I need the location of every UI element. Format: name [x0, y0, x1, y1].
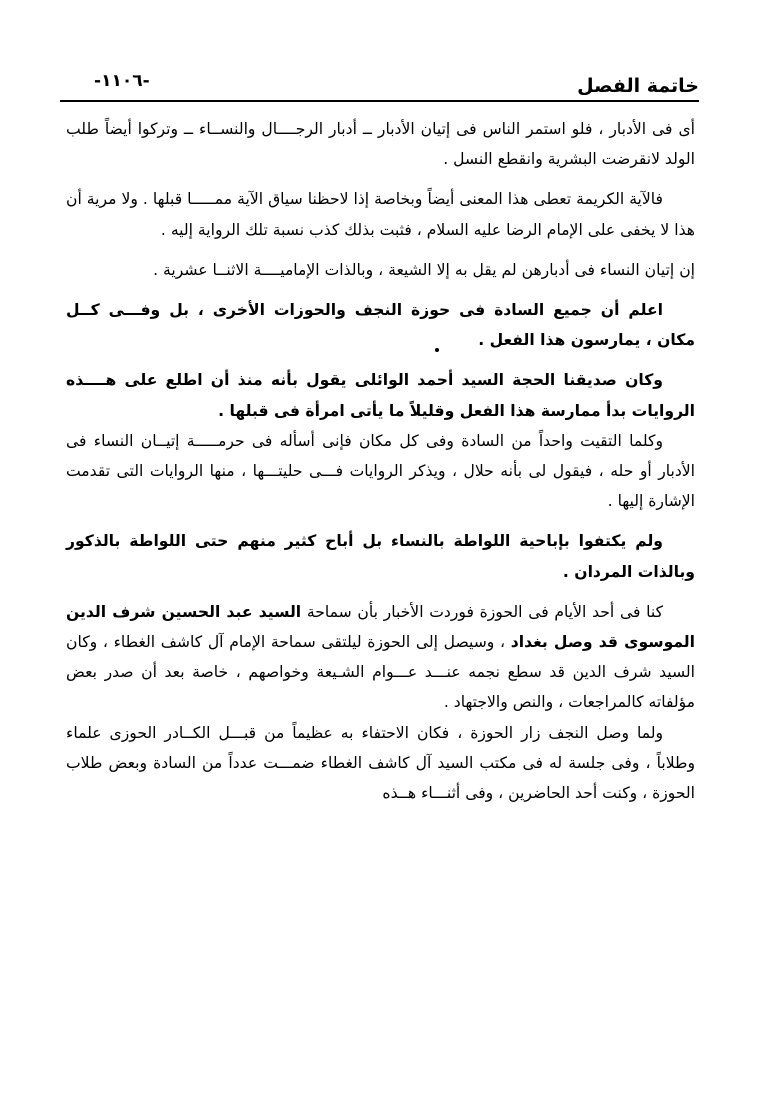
emphasized-text: السيد عبد الحسين شرف الدين الموسوى قد وصل بغداد: [66, 602, 695, 652]
paragraph: إن إتيان النساء فى أدبارهن لم يقل به إلا الشيعة ، وبالذات الإماميــــة الاثنــا عشرية .: [153, 260, 695, 279]
paragraph-bold: ولم يكتفوا بإباحية اللواطة بالنساء بل أباح كثير منهم حتى اللواطة بالذكور وبالذات المردان .: [66, 532, 695, 581]
paragraph-text: كنا فى أحد الأيام فى الحوزة فوردت الأخبار بأن سماحة: [301, 602, 663, 621]
paragraph-mixed: [66, 597, 695, 718]
paragraph: أى فى الأدبار ، فلو استمر الناس فى إتيان الأدبار ــ أدبار الرجــــال والنســاء ــ وتركوا أيضاً طلب الولد لانقرضت البشرية وانقطع النسل .: [66, 120, 695, 169]
paragraph: ولما وصل النجف زار الحوزة ، فكان الاحتفاء به عظيماً من قبـــل الكــادر الحوزى علماء وطلاباً ، وفى جلسة له فى مكتب السيد آل كاشف الغطاء ضمـــت عدداً من السادة وبعض طلاب الحوزة ، وكنت أحد الحاضرين ، وفى أثنـــاء هــذه: [66, 723, 695, 803]
paragraph-bold: وكان صديقنا الحجة السيد أحمد الوائلى يقول بأنه منذ أن اطلع على هــــذه الروايات بدأ ممارسة هذا الفعل وقليلاً ما يأتى امرأة فى قبلها .: [66, 371, 695, 420]
header-title: خاتمة الفصل: [577, 75, 699, 97]
paragraph-bold: اعلم أن جميع السادة فى حوزة النجف والحوزات الأخرى ، بل وفـــى كــل مكان ، يمارسون هذا الفعل .: [66, 301, 695, 350]
page-number: -١١٠٦-: [94, 71, 150, 91]
paragraph-text: ، وسيصل إلى الحوزة ليلتقى سماحة الإمام آل كاشف الغطاء ، وكان السيد شرف الدين قد سطع نجمه عنـــد عـــوام الشـيعة وخواصهم ، خاصة بعد أن صدر بعض مؤلفاته كالمراجعات ، والنص والاجتهاد .: [66, 633, 695, 712]
paragraph: فالآية الكريمة تعطى هذا المعنى أيضاً وبخاصة إذا لاحظنا سياق الآية ممـــــا قبلها . ولا مرية أن هذا لا يخفى على الإمام الرضا عليه السلام ، فثبت بذلك كذب نسبة تلك الرواية إليه .: [66, 190, 695, 239]
body-text: [66, 114, 695, 808]
running-header: [60, 70, 699, 100]
stray-dot: [435, 348, 439, 352]
paragraph: وكلما التقيت واحداً من السادة وفى كل مكان فإنى أسأله فى حرمـــــة إتيــان النساء فى الأدبار أو حله ، فيقول لى بأنه حلال ، ويذكر الروايات فـــى حليتـــها ، منها الروايات التى تقدمت الإشارة إليها .: [66, 431, 695, 511]
header-divider: [60, 100, 699, 102]
